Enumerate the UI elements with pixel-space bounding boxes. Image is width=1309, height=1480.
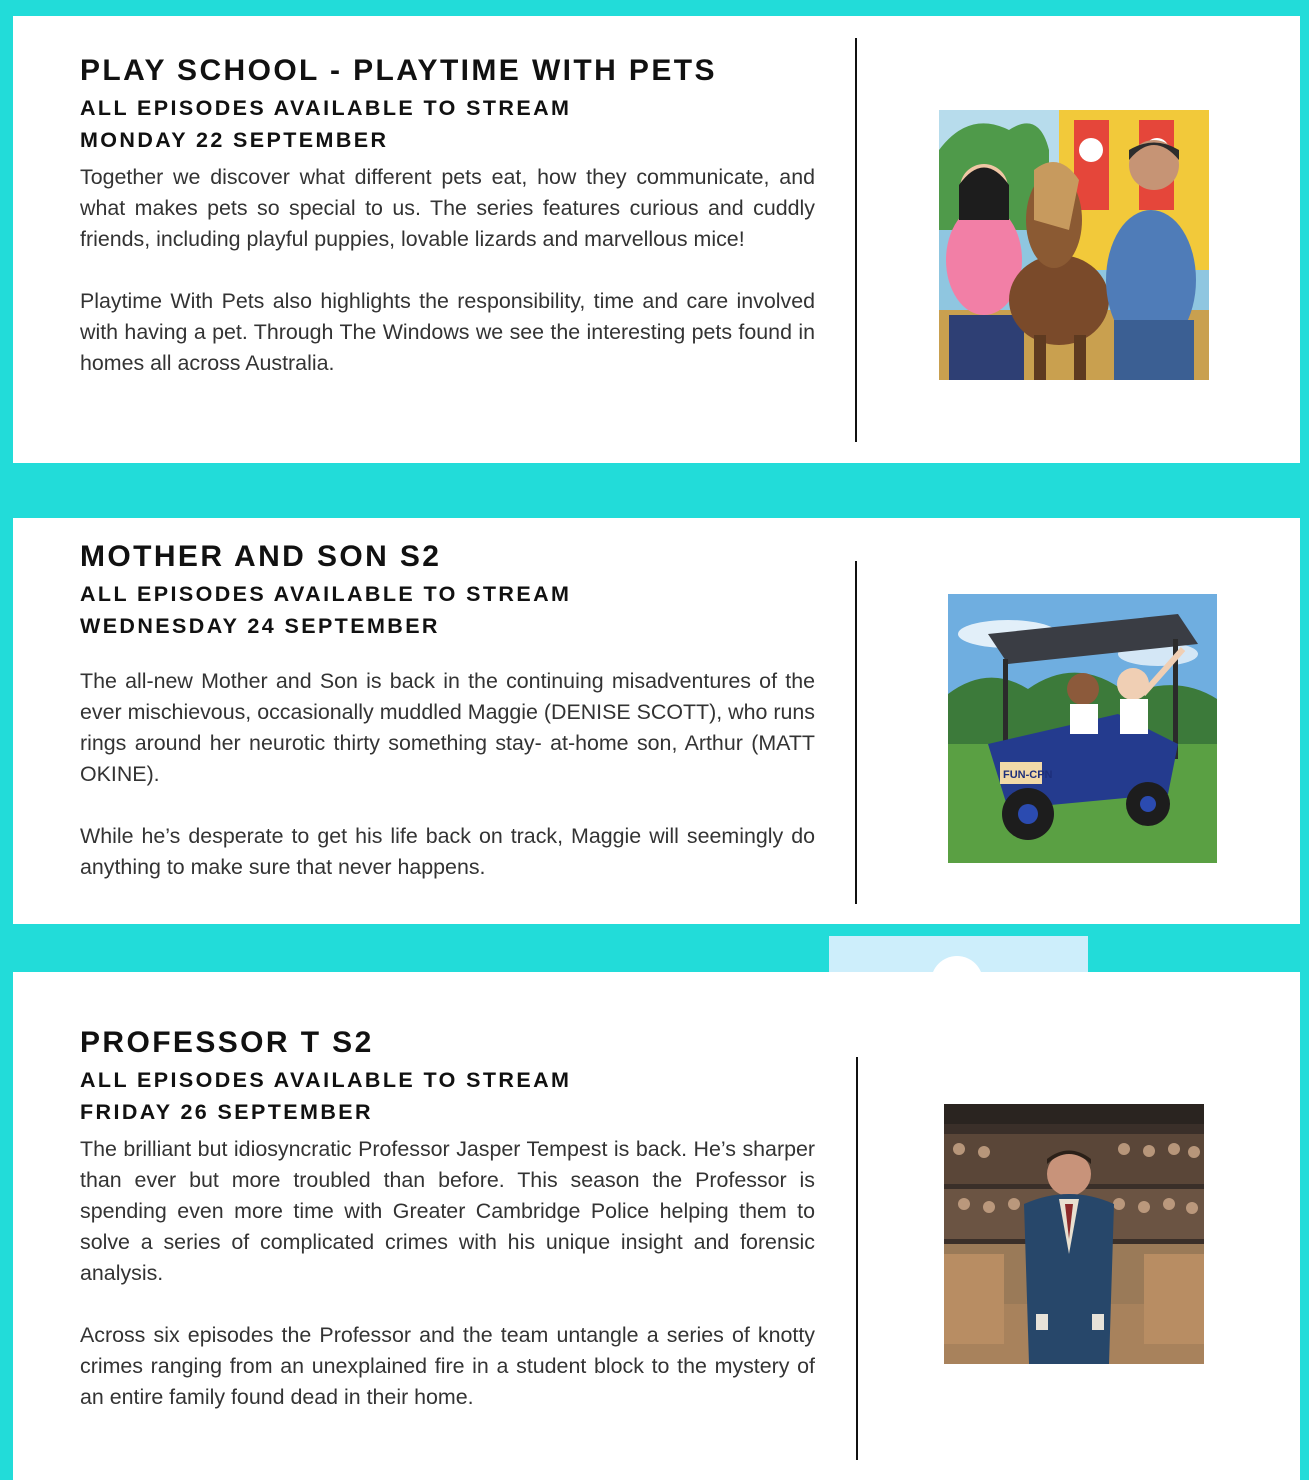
show-card-professor-t: [13, 972, 1300, 1480]
golf-cart-plate-text: FUN-CPN: [1003, 769, 1053, 781]
decorative-tab-bump: [931, 956, 983, 972]
show-text-column: [80, 54, 815, 379]
description-paragraph: Playtime With Pets also highlights the responsibility, time and care involved with having a pet. Through The Windows we see the interesting pets found in homes all across Australia.: [80, 289, 815, 375]
description-paragraph: While he’s desperate to get his life back on track, Maggie will seemingly do anything to make sure that never happens.: [80, 824, 815, 879]
description-paragraph: The all-new Mother and Son is back in the continuing misadventures of the ever mischievous, occasionally muddled Maggie (DENISE SCOTT), who runs rings around her neurotic thirty something stay- at-home son, Arthur (MATT OKINE).: [80, 669, 815, 786]
show-card-mother-and-son: [13, 518, 1300, 924]
show-card-play-school: [13, 16, 1300, 463]
vertical-divider: [856, 1057, 858, 1460]
availability-line: ALL EPISODES AVAILABLE TO STREAM: [80, 582, 572, 606]
description-paragraph: The brilliant but idiosyncratic Professor Jasper Tempest is back. He’s sharper than ever but more troubled than before. This season the Professor is spending even more time with Greater Cambridge Police helping them to solve a series of complicated crimes with his unique insight and forensic analysis.: [80, 1137, 815, 1285]
availability-line: ALL EPISODES AVAILABLE TO STREAM: [80, 96, 572, 120]
show-photo-play-school: [939, 110, 1209, 380]
show-title: MOTHER AND SON S2: [80, 540, 442, 573]
decorative-tab: [829, 936, 1088, 972]
play-school-photo-illustration: [939, 110, 1209, 380]
show-photo-mother-and-son: [948, 594, 1217, 863]
release-date: FRIDAY 26 SEPTEMBER: [80, 1100, 373, 1124]
show-text-column: [80, 1026, 815, 1413]
vertical-divider: [855, 561, 857, 904]
description-paragraph: Together we discover what different pets eat, how they communicate, and what makes pets so special to us. The series features curious and cuddly friends, including playful puppies, lovable lizards and marvellous mice!: [80, 165, 815, 251]
show-photo-professor-t: [944, 1104, 1204, 1364]
release-date: MONDAY 22 SEPTEMBER: [80, 128, 389, 152]
show-title: PROFESSOR T S2: [80, 1026, 374, 1059]
mother-and-son-photo-illustration: [948, 594, 1217, 863]
availability-line: ALL EPISODES AVAILABLE TO STREAM: [80, 1068, 572, 1092]
show-text-column: [80, 540, 815, 883]
professor-t-photo-illustration: [944, 1104, 1204, 1364]
show-title: PLAY SCHOOL - PLAYTIME WITH PETS: [80, 54, 717, 87]
vertical-divider: [855, 38, 857, 442]
release-date: WEDNESDAY 24 SEPTEMBER: [80, 614, 440, 638]
description-paragraph: Across six episodes the Professor and the team untangle a series of knotty crimes ranging from an unexplained fire in a student block to the mystery of an entire family found dead in their home.: [80, 1323, 815, 1409]
